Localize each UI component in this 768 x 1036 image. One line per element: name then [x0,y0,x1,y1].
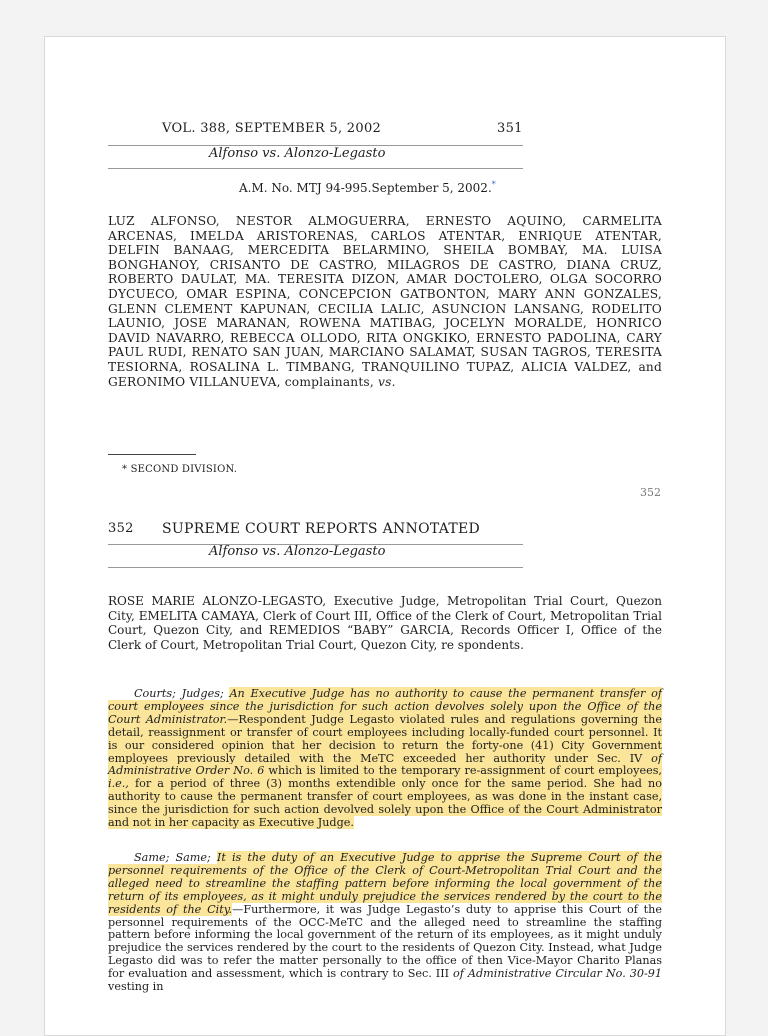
subtitle-rule-2 [108,567,523,568]
respondents-paragraph: ROSE MARIE ALONZO-LEGASTO, Executive Judge, Metropolitan Trial Court, Quezon City, EMELITA CAMAYA, Clerk of Court III, Office of the Clerk of Court, Metropolitan Trial Court, Quezon City, and REMEDIOS “BABY” GARCIA, Records Officer I, Office of the Clerk of Court, Metropolitan Trial Court, Quezon City, re spondents. [108,594,662,652]
footnote-second-division: * SECOND DIVISION. [122,464,238,475]
case-subtitle-2: Alfonso vs. Alonzo-Legasto [209,544,386,559]
case-number: A.M. No. MTJ 94-995.September 5, 2002.* [239,180,496,195]
running-header-page-number: 351 [497,121,523,136]
syllabus-topic-2: Same; Same; [134,851,211,864]
complainants-last-line: GERONIMO VILLANUEVA, complainants, vs. [108,374,396,389]
footnote-reference-link[interactable]: * [491,180,496,189]
syllabus-topic-1: Courts; Judges; [134,687,224,700]
footnote-rule [108,454,196,455]
case-subtitle: Alfonso vs. Alonzo-Legasto [209,146,386,161]
running-header-page-number-2: 352 [108,521,134,536]
subtitle-rule [108,168,523,169]
document-page [44,36,726,1036]
versus-label: vs. [378,374,396,389]
running-header-reporter-title: SUPREME COURT REPORTS ANNOTATED [162,521,481,537]
syllabus-headnote-1: An Executive Judge has no authority to cause the permanent transfer of court employees since the jurisdiction for such action devolves solely upon the Office of the Court Administrator. [108,687,662,726]
page-break-marker: 352 [640,486,661,499]
syllabus-paragraph-1 [108,688,662,830]
syllabus-paragraph-2: Same; Same; It is the duty of an Executive Judge to apprise the Supreme Court of the personnel requirements of the Office of the Clerk of Court-Metropolitan Trial Court and the alleged need to streamline the staffing pattern before informing the local government of the return of its employees, as it might unduly prejudice the services rendered by the court to the residents of the City.—Furthermore, it was Judge Legasto’s duty to apprise this Court of the personnel requirements of the OCC-MeTC and the alleged need to streamline the staffing pattern before informing the local government of the return of its employees, as it might unduly prejudice the services rendered by the court to the residents of Quezon City. Instead, what Judge Legasto did was to refer the matter personally to the office of then Vice-Mayor Charito Planas for evaluation and assessment, which is contrary to Sec. III of Administrative Circular No. 30-91 vesting in [108,851,663,994]
running-header-title: VOL. 388, SEPTEMBER 5, 2002 [162,121,382,136]
syllabus-highlight-1: An Executive Judge has no authority to cause the permanent transfer of court employees since the jurisdiction for such action devolves solely upon the Office of the Court Administrator.—Respondent Judge Legasto violated rules and regulations governing the detail, reassignment or transfer of court employees including locally-funded court personnel. It is our considered opinion that her decision to return the forty-one (41) City Government employees previously detailed with the MeTC exceeded her authority under Sec. IV of Administrative Order No. 6 which is limited to the temporary re-assignment of court employees, i.e., for a period of three (3) months extendible only once for the same period. She had no authority to cause the permanent transfer of court employees, as was done in the instant case, since the jurisdiction for such action devolved solely upon the Office of the Court Administrator and not in her capacity as Executive Judge. [108,687,662,830]
complainants-names: LUZ ALFONSO, NESTOR ALMOGUERRA, ERNESTO AQUINO, CARMELITA ARCENAS, IMELDA ARISTORENAS, CARLOS ATENTAR, ENRIQUE ATENTAR, DELFIN BANAAG, MERCEDITA BELARMINO, SHEILA BOMBAY, MA. LUISA BONGHANOY, CRISANTO DE CASTRO, MILAGROS DE CASTRO, DIANA CRUZ, ROBERTO DAULAT, MA. TERESITA DIZON, AMAR DOCTOLERO, OLGA SOCORRO DYCUECO, OMAR ESPINA, CONCEPCION GATBONTON, MARY ANN GONZALES, GLENN CLEMENT KAPUNAN, CECILIA LALIC, ASUNCION LANSANG, RODELITO LAUNIO, JOSE MARANAN, ROWENA MATIBAG, JOCELYN MORALDE, HONRICO DAVID NAVARRO, REBECCA OLLODO, RITA ONGKIKO, ERNESTO PADOLINA, CARY PAUL RUDI, RENATO SAN JUAN, MARCIANO SALAMAT, SUSAN TAGROS, TERESITA TESIORNA, ROSALINA L. TIMBANG, TRANQUILINO TUPAZ, ALICIA VALDEZ, and [108,214,662,374]
complainants-list [108,214,662,389]
syllabus-headnote-2: It is the duty of an Executive Judge to apprise the Supreme Court of the personnel requirements of the Office of the Clerk of Court-Metropolitan Trial Court and the alleged need to streamline the staffing pattern before informing the local government of the return of its employees, as it might unduly prejudice the services rendered by the court to the residents of the City. [108,851,662,916]
